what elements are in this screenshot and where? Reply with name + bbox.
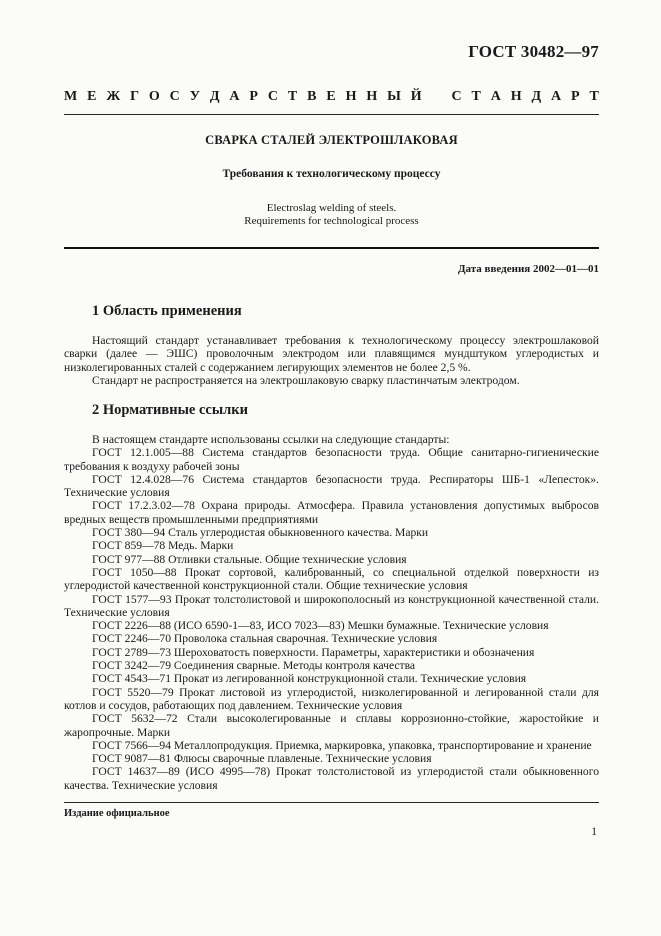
reference-item: ГОСТ 977—88 Отливки стальные. Общие технические условия: [92, 552, 407, 566]
standard-code: ГОСТ 30482—97: [468, 42, 599, 61]
banner-letter: Д: [209, 89, 220, 104]
banner-letter: А: [229, 89, 240, 104]
reference-item: ГОСТ 859—78 Медь. Марки: [92, 539, 234, 553]
banner-letter: О: [148, 89, 160, 104]
banner-letter: Е: [87, 89, 97, 104]
banner-letter: М: [64, 89, 78, 104]
banner-letter: Ж: [106, 89, 121, 104]
banner-letter: Н: [345, 89, 357, 104]
reference-item: ГОСТ 1577—93 Прокат толстолистовой и широкополосный из конструкционной качественной стали. Технические условия: [64, 592, 599, 619]
standard-type-banner: [64, 89, 599, 105]
banner-letter: Д: [531, 89, 542, 104]
page-number: 1: [591, 826, 597, 838]
banner-letter: Р: [249, 89, 258, 104]
banner-letter: Е: [326, 89, 336, 104]
banner-letter: А: [490, 89, 501, 104]
banner-letter: Р: [571, 89, 580, 104]
banner-letter: С: [169, 89, 180, 104]
official-edition-note: Издание официальное: [64, 808, 170, 819]
banner-letter: Т: [471, 89, 481, 104]
section-1-paragraph: Стандарт не распространяется на электрошлаковую сварку пластинчатым электродом.: [92, 373, 520, 387]
title-rule: [64, 247, 599, 249]
reference-item: ГОСТ 3242—79 Соединения сварные. Методы контроля качества: [92, 659, 416, 673]
section-1-paragraph: Настоящий стандарт устанавливает требования к технологическому процессу электрошлаковой сварки (далее — ЭШС) проволочным электродом или плавящимся мундштуком углеродистых и низколегированных сталей с содержанием легирующих элементов не более 2,5 %.: [64, 334, 599, 374]
banner-letter: Н: [366, 89, 378, 104]
banner-letter: Й: [410, 89, 422, 104]
reference-item: ГОСТ 12.4.028—76 Система стандартов безопасности труда. Респираторы ШБ-1 «Лепесток». Технические условия: [64, 472, 599, 500]
banner-letter: Г: [130, 89, 139, 104]
reference-item: ГОСТ 5520—79 Прокат листовой из углеродистой, низколегированной и легированной стали для котлов и сосудов, работающих под давлением. Технические условия: [64, 685, 599, 712]
section-2-heading: 2 Нормативные ссылки: [92, 402, 248, 418]
english-title: [64, 202, 599, 228]
reference-item: ГОСТ 1050—88 Прокат сортовой, калиброванный, со специальной отделкой поверхности из углеродистой качественной конструкционной стали. Общие технические условия: [64, 565, 599, 593]
banner-letter: В: [307, 89, 317, 104]
reference-item: ГОСТ 5632—72 Стали высоколегированные и сплавы коррозионно-стойкие, жаростойкие и жаропрочные. Марки: [64, 712, 599, 739]
reference-item: ГОСТ 380—94 Сталь углеродистая обыкновенного качества. Марки: [92, 526, 429, 540]
banner-word-gap: [432, 89, 442, 105]
reference-item: ГОСТ 2226—88 (ИСО 6590-1—83, ИСО 7023—83) Мешки бумажные. Технические условия: [92, 619, 549, 633]
section-1-heading: 1 Область применения: [92, 303, 242, 319]
reference-item: ГОСТ 2246—70 Проволока стальная сварочная. Технические условия: [92, 632, 438, 646]
section-1-body: [64, 334, 599, 387]
banner-letter: Н: [510, 89, 522, 104]
section-2-intro: В настоящем стандарте использованы ссылки на следующие стандарты:: [92, 433, 450, 446]
reference-item: ГОСТ 2789—73 Шероховатость поверхности. Параметры, характеристики и обозначения: [92, 645, 535, 659]
banner-letter: А: [551, 89, 562, 104]
document-title: СВАРКА СТАЛЕЙ ЭЛЕКТРОШЛАКОВАЯ: [205, 133, 458, 147]
section-2-body: [64, 433, 599, 792]
reference-item: ГОСТ 17.2.3.02—78 Охрана природы. Атмосфера. Правила установления допустимых выбросов вредных веществ промышленными предприятиями: [64, 499, 599, 526]
english-title-line-2: Requirements for technological process: [244, 215, 419, 227]
introduction-date: Дата введения 2002—01—01: [457, 263, 599, 275]
banner-letter: Т: [287, 89, 298, 104]
top-rule: [64, 114, 599, 115]
banner-letter: У: [189, 89, 200, 104]
banner-letter: Ы: [387, 89, 401, 104]
reference-item: ГОСТ 4543—71 Прокат из легированной конструкционной стали. Технические условия: [92, 672, 527, 686]
reference-item: ГОСТ 9087—81 Флюсы сварочные плавленые. Технические условия: [92, 752, 432, 766]
reference-item: ГОСТ 7566—94 Металлопродукция. Приемка, маркировка, упаковка, транспортирование и хранение: [92, 738, 592, 752]
banner-letter: Т: [589, 89, 599, 104]
document-subtitle: Требования к технологическому процессу: [222, 168, 441, 180]
reference-item: ГОСТ 12.1.005—88 Система стандартов безопасности труда. Общие санитарно-гигиенические требования к воздуху рабочей зоны: [64, 446, 599, 473]
bottom-rule: [64, 802, 599, 803]
reference-item: ГОСТ 14637—89 (ИСО 4995—78) Прокат толстолистовой из углеродистой стали обыкновенного качества. Технические условия: [64, 765, 599, 792]
english-title-line-1: Electroslag welding of steels.: [266, 202, 397, 214]
banner-letter: С: [451, 89, 462, 104]
banner-letter: С: [267, 89, 278, 104]
